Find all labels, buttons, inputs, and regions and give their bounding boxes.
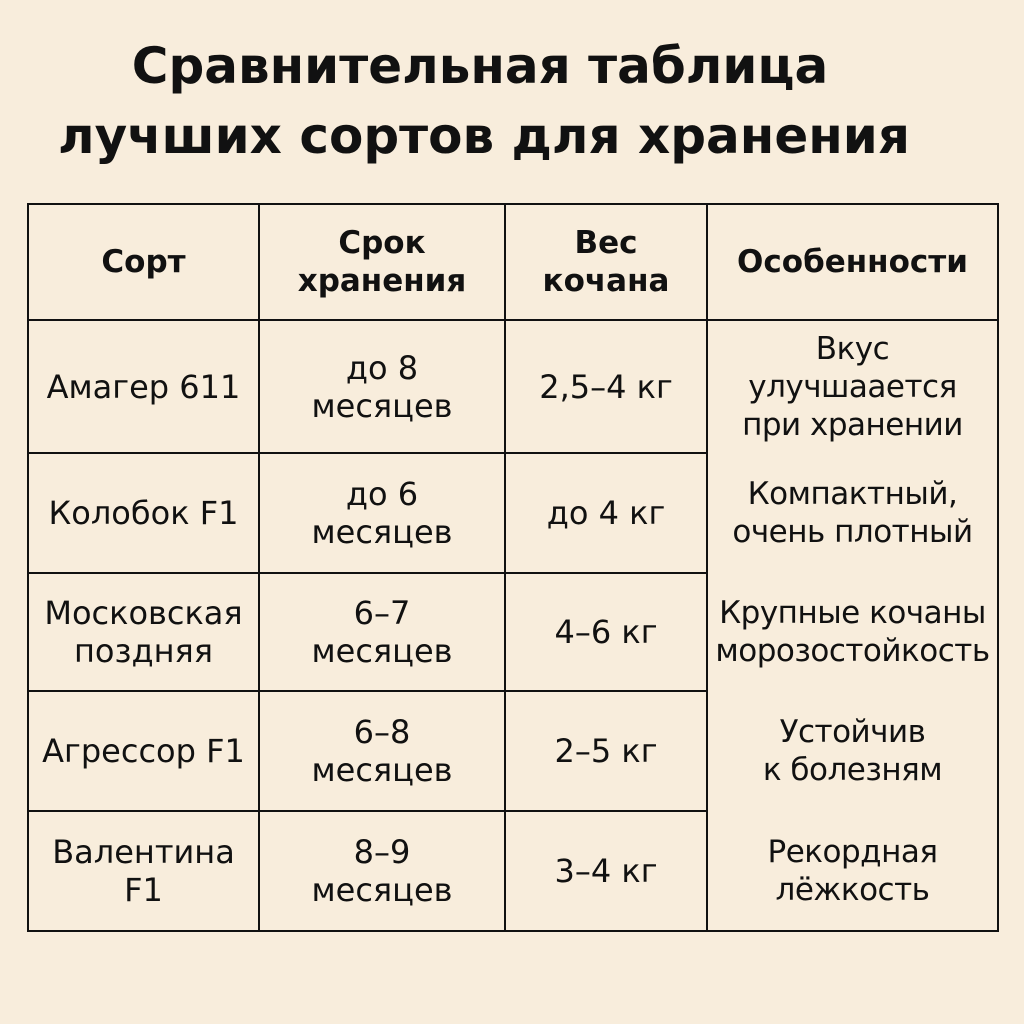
weight-value: 2,5–4 кг: [539, 367, 673, 406]
cell-weight: [505, 453, 707, 573]
variety-value: Агрессор F1: [42, 732, 245, 770]
features-value: Устойчив к болезням: [762, 714, 943, 788]
features-value: Рекордная лёжкость: [767, 833, 938, 908]
cell-variety: [28, 811, 259, 931]
cell-weight: [505, 320, 707, 453]
variety-value: Валентина F1: [52, 833, 235, 909]
cell-weight: [505, 573, 707, 691]
cell-weight: [505, 691, 707, 811]
table-row: [28, 811, 998, 931]
weight-value: 3–4 кг: [554, 852, 658, 890]
features-value: Компактный, очень плотный: [732, 476, 973, 550]
page-title-line-1: Сравнительная таблица: [131, 37, 829, 95]
header-variety: [28, 204, 259, 320]
cell-features: [707, 453, 998, 573]
table-row: [28, 573, 998, 691]
features-value: Крупные кочаны морозостойкость: [715, 595, 990, 669]
storage-value: до 8 месяцев: [311, 348, 453, 425]
storage-value: 6–7 месяцев: [311, 594, 453, 670]
weight-value: 2–5 кг: [554, 732, 658, 770]
variety-value: Колобок F1: [48, 494, 239, 532]
cell-variety: [28, 320, 259, 453]
cell-storage: [259, 811, 505, 931]
variety-value: Московская поздняя: [44, 594, 243, 670]
features-value: Вкус улучшаается при хранении: [742, 331, 963, 443]
header-weight-label: Вес кочана: [542, 225, 670, 299]
cell-variety: [28, 453, 259, 573]
header-variety-label: Сорт: [101, 244, 186, 280]
cell-storage: [259, 573, 505, 691]
cell-variety: [28, 573, 259, 691]
header-weight: [505, 204, 707, 320]
header-storage: [259, 204, 505, 320]
cell-storage: [259, 453, 505, 573]
header-features: [707, 204, 998, 320]
cell-features: [707, 811, 998, 931]
cell-weight: [505, 811, 707, 931]
cell-storage: [259, 320, 505, 453]
storage-value: 6–8 месяцев: [311, 713, 453, 789]
header-features-label: Особенности: [737, 244, 968, 280]
page-title-line-2: лучших сортов для хранения: [58, 107, 910, 165]
storage-value: до 6 месяцев: [311, 475, 453, 551]
cell-features: [707, 573, 998, 691]
cell-variety: [28, 691, 259, 811]
table-row: [28, 691, 998, 811]
header-storage-label: Срок хранения: [297, 225, 467, 299]
weight-value: 4–6 кг: [554, 613, 658, 651]
table-row: [28, 453, 998, 573]
cell-features: [707, 691, 998, 811]
storage-value: 8–9 месяцев: [311, 833, 453, 909]
variety-value: Амагер 611: [46, 367, 241, 406]
cell-storage: [259, 691, 505, 811]
table-header-row: [28, 204, 998, 320]
cell-features: [707, 320, 998, 453]
table-row: [28, 320, 998, 453]
comparison-table: [27, 203, 999, 932]
weight-value: до 4 кг: [546, 494, 666, 532]
